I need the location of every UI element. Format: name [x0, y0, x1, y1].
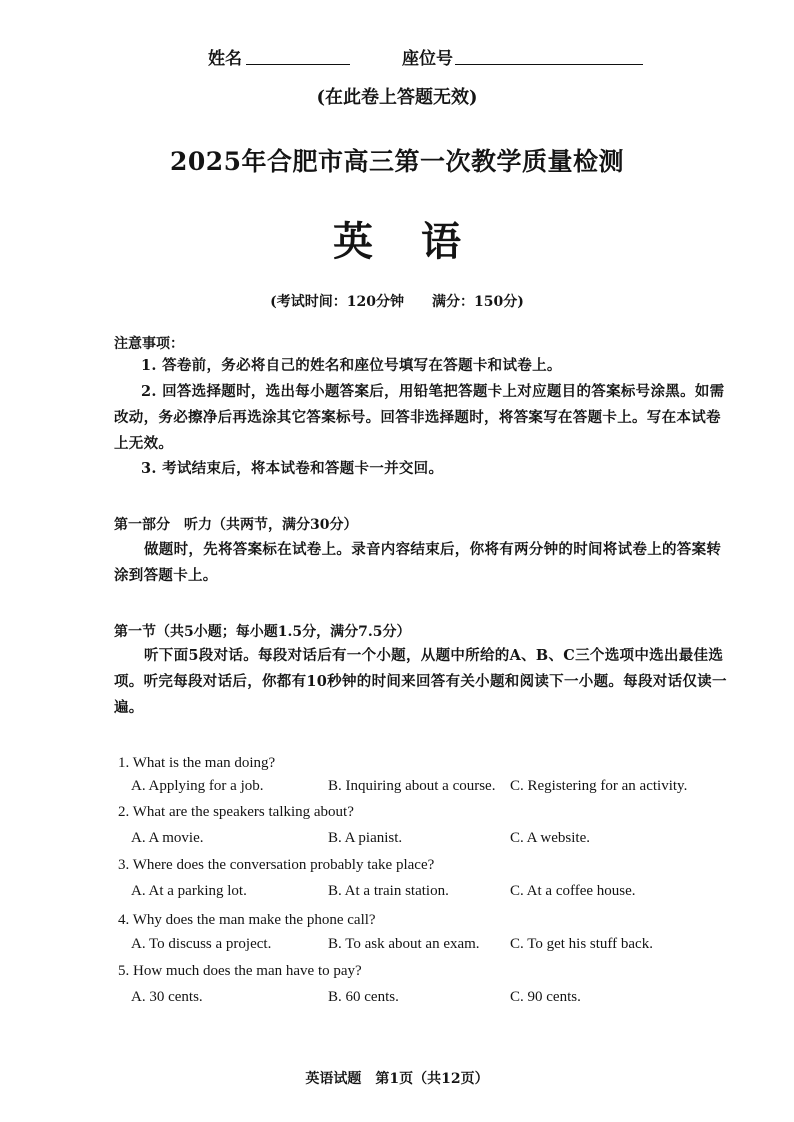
page-footer: 英语试题 第1页（共12页）: [305, 1071, 489, 1087]
seat-blank-line: [455, 64, 643, 65]
question-1-option-c: C. Registering for an activity.: [510, 778, 688, 794]
question-4-option-a: A. To discuss a project.: [131, 936, 272, 952]
part1-heading: 第一部分 听力（共两节，满分30分）: [114, 517, 358, 533]
question-3-option-b: B. At a train station.: [328, 883, 449, 899]
question-5-option-c: C. 90 cents.: [510, 989, 581, 1005]
name-blank-line: [246, 64, 350, 65]
question-4-option-b: B. To ask about an exam.: [328, 936, 480, 952]
question-2-option-a: A. A movie.: [131, 830, 204, 846]
section1-heading: 第一节（共5小题；每小题1.5分，满分7.5分）: [114, 624, 411, 640]
question-3-stem: 3. Where does the conversation probably take place?: [118, 857, 435, 873]
question-1-option-b: B. Inquiring about a course.: [328, 778, 496, 794]
question-2-stem: 2. What are the speakers talking about?: [118, 804, 354, 820]
question-4-option-c: C. To get his stuff back.: [510, 936, 653, 952]
note-item: 1. 答卷前，务必将自己的姓名和座位号填写在答题卡和试卷上。: [141, 357, 562, 374]
question-4-stem: 4. Why does the man make the phone call?: [118, 912, 376, 928]
section1-instruction: 听下面5段对话。每段对话后有一个小题，从题中所给的A、B、C三个选项中选出最佳选项。听完每段对话后，你都有10秒钟的时间来回答有关小题和阅读下一小题。每段对话仅读一遍。: [114, 647, 727, 716]
question-1-stem: 1. What is the man doing?: [118, 755, 276, 771]
question-5-option-a: A. 30 cents.: [131, 989, 203, 1005]
subject-title: 英语: [333, 218, 509, 265]
exam-title: 2025年合肥市高三第一次教学质量检测: [169, 147, 625, 176]
seat-label: 座位号: [402, 49, 453, 69]
question-1-option-a: A. Applying for a job.: [131, 778, 264, 794]
note-item: 3. 考试结束后，将本试卷和答题卡一并交回。: [141, 460, 444, 477]
question-5-stem: 5. How much does the man have to pay?: [118, 963, 362, 979]
notes-heading: 注意事项：: [114, 336, 184, 352]
part1-instruction: 做题时，先将答案标在试卷上。录音内容结束后，你将有两分钟的时间将试卷上的答案转涂到答题卡上。: [114, 541, 722, 584]
question-5-option-b: B. 60 cents.: [328, 989, 399, 1005]
note-item: 2. 回答选择题时，选出每小题答案后，用铅笔把答题卡上对应题目的答案标号涂黑。如需改动，务必擦净后再选涂其它答案标号。回答非选择题时，将答案写在答题卡上。写在本试卷上无效。: [114, 383, 725, 452]
question-3-option-a: A. At a parking lot.: [131, 883, 247, 899]
invalid-note: (在此卷上答题无效): [316, 87, 478, 108]
question-3-option-c: C. At a coffee house.: [510, 883, 636, 899]
name-label: 姓名: [208, 49, 242, 69]
question-2-option-b: B. A pianist.: [328, 830, 403, 846]
question-2-option-c: C. A website.: [510, 830, 591, 846]
exam-info: (考试时间：120分钟 满分：150分): [270, 294, 524, 310]
